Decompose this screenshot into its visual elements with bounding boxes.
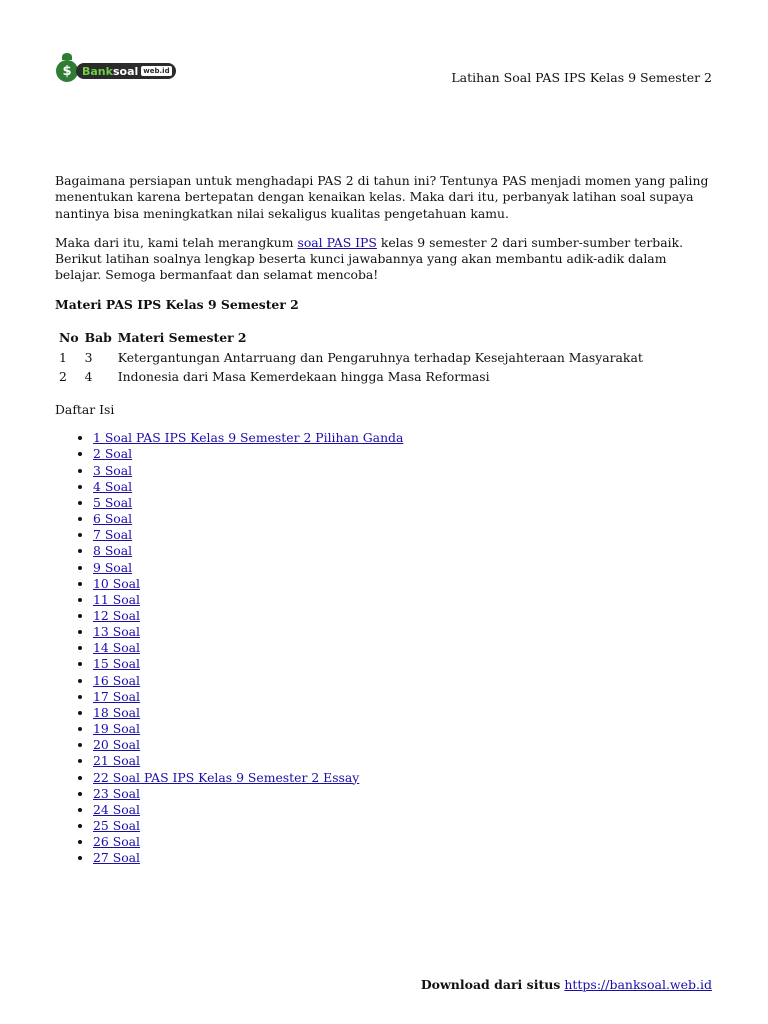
materi-table: [57, 330, 647, 386]
list-item: [93, 770, 715, 786]
toc-link[interactable]: 11 Soal: [93, 591, 141, 607]
list-item: [93, 850, 715, 866]
list-item: [93, 446, 715, 462]
intro-paragraph-2-start: Maka dari itu, kami telah merangkum: [55, 234, 298, 250]
list-item: [93, 560, 715, 576]
list-item: [93, 705, 715, 721]
toc-link[interactable]: 3 Soal: [93, 462, 133, 478]
list-item: [93, 576, 715, 592]
footer-site-link[interactable]: https://banksoal.web.id: [564, 977, 712, 992]
toc-link[interactable]: 2 Soal: [93, 446, 133, 462]
list-item: [93, 430, 715, 446]
toc-title: Daftar Isi: [55, 401, 115, 417]
list-item: [93, 495, 715, 511]
money-bag-icon: $: [56, 60, 78, 82]
logo-brand-suffix: web.id: [143, 67, 170, 75]
toc-link[interactable]: 20 Soal: [93, 737, 141, 753]
col-header-bab: Bab: [84, 330, 112, 346]
toc-link[interactable]: 7 Soal: [93, 527, 133, 543]
list-item: [93, 673, 715, 689]
toc-link[interactable]: 14 Soal: [93, 640, 141, 656]
table-row: [57, 368, 647, 386]
toc-list: [55, 430, 715, 866]
intro-paragraph-2: [55, 235, 715, 284]
list-item: [93, 543, 715, 559]
list-item: [93, 511, 715, 527]
toc-link[interactable]: 25 Soal: [93, 818, 141, 834]
list-item: [93, 802, 715, 818]
toc-link[interactable]: 13 Soal: [93, 624, 141, 640]
cell-bab: 4: [84, 368, 93, 384]
table-header-row: [57, 330, 647, 349]
list-item: [93, 592, 715, 608]
list-item: [93, 463, 715, 479]
list-item: [93, 656, 715, 672]
list-item: [93, 737, 715, 753]
toc-link[interactable]: 16 Soal: [93, 672, 141, 688]
logo-brand-part1: Bank: [82, 64, 113, 78]
toc-link[interactable]: 6 Soal: [93, 511, 133, 527]
toc-link[interactable]: 26 Soal: [93, 834, 141, 850]
page-header-title: Latihan Soal PAS IPS Kelas 9 Semester 2: [451, 70, 712, 85]
toc-link[interactable]: 8 Soal: [93, 543, 133, 559]
list-item: [93, 753, 715, 769]
list-item: [93, 608, 715, 624]
logo-wordmark: [76, 63, 176, 79]
toc-link[interactable]: 4 Soal: [93, 478, 133, 494]
toc-link[interactable]: 22 Soal PAS IPS Kelas 9 Semester 2 Essay: [93, 769, 360, 785]
intro-paragraph-2-end: kelas 9 semester 2 dari sumber-sumber terbaik. Berikut latihan soalnya lengkap beserta kunci jawabannya yang akan membantu adik-adik dalam belajar. Semoga bermanfaat dan selamat mencoba!: [55, 234, 684, 283]
toc-link[interactable]: 5 Soal: [93, 494, 133, 510]
cell-materi: Ketergantungan Antarruang dan Pengaruhnya terhadap Kesejahteraan Masyarakat: [117, 350, 643, 366]
toc-link[interactable]: 24 Soal: [93, 801, 141, 817]
list-item: [93, 834, 715, 850]
materi-section-title: Materi PAS IPS Kelas 9 Semester 2: [55, 296, 299, 312]
list-item: [93, 527, 715, 543]
toc-link[interactable]: 10 Soal: [93, 575, 141, 591]
logo-brand-part2: soal: [112, 64, 139, 78]
toc-link[interactable]: 27 Soal: [93, 850, 141, 866]
article-body: [55, 173, 715, 866]
col-header-no: No: [59, 330, 79, 346]
list-item: [93, 818, 715, 834]
list-item: [93, 721, 715, 737]
toc-link[interactable]: 21 Soal: [93, 753, 141, 769]
cell-no: 2: [59, 368, 67, 384]
list-item: [93, 640, 715, 656]
toc-link[interactable]: 15 Soal: [93, 656, 141, 672]
list-item: [93, 479, 715, 495]
table-row: [57, 349, 647, 367]
intro-paragraph-1: Bagaimana persiapan untuk menghadapi PAS 2 di tahun ini? Tentunya PAS menjadi momen yang paling menentukan karena bertepatan dengan kenaikan kelas. Maka dari itu, perbanyak latihan soal supaya nantinya bisa meningkatkan nilai sekaligus kualitas pengetahuan kamu.: [55, 173, 709, 221]
toc-link[interactable]: 17 Soal: [93, 688, 141, 704]
list-item: [93, 624, 715, 640]
list-item: [93, 689, 715, 705]
list-item: [93, 786, 715, 802]
soal-pas-ips-link[interactable]: soal PAS IPS: [297, 234, 377, 250]
toc-link[interactable]: 23 Soal: [93, 785, 141, 801]
cell-no: 1: [59, 350, 67, 366]
cell-bab: 3: [84, 350, 93, 366]
toc-link[interactable]: 1 Soal PAS IPS Kelas 9 Semester 2 Pilihan Ganda: [93, 430, 404, 446]
toc-link[interactable]: 19 Soal: [93, 721, 141, 737]
site-logo[interactable]: [56, 53, 184, 83]
toc-link[interactable]: 12 Soal: [93, 607, 141, 623]
toc-link[interactable]: 9 Soal: [93, 559, 133, 575]
page-footer: [421, 977, 712, 992]
cell-materi: Indonesia dari Masa Kemerdekaan hingga Masa Reformasi: [117, 368, 490, 384]
toc-link[interactable]: 18 Soal: [93, 704, 141, 720]
col-header-materi: Materi Semester 2: [117, 330, 247, 346]
footer-label: Download dari situs: [420, 977, 561, 992]
